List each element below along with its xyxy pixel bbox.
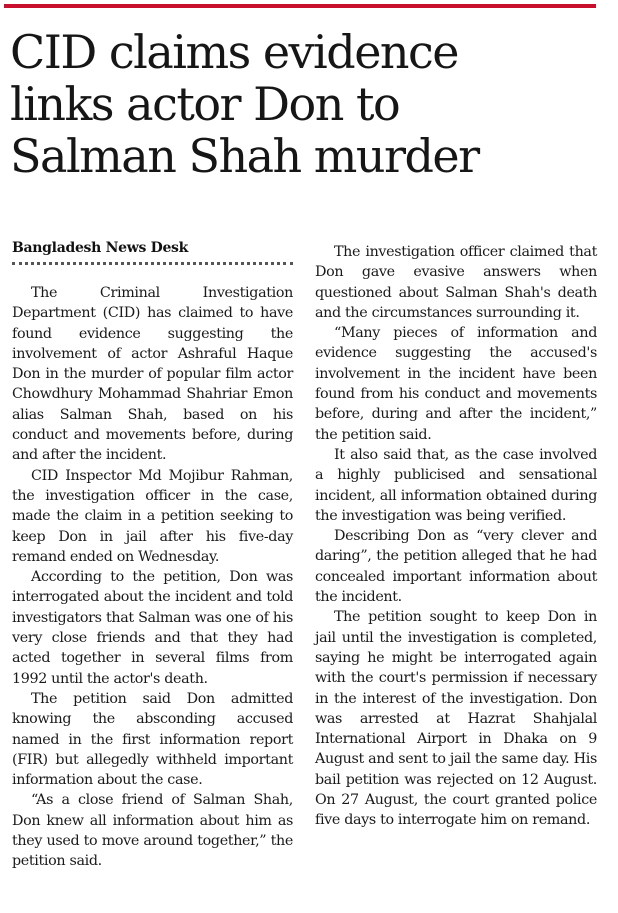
right-column [315,242,597,831]
paragraph: The petition said Don admitted knowing the absconding accused named in the first information report (FIR) but allegedly withheld important information about the case. [12,690,293,789]
paragraph: It also said that, as the case involved a highly publicised and sensational incident, all information obtained during the investigation was being verified. [315,446,597,524]
paragraph: CID Inspector Md Mojibur Rahman, the investigation officer in the case, made the claim in a petition seeking to keep Don in jail after his five-day remand ended on Wednesday. [12,467,293,565]
paragraph: The investigation officer claimed that Don gave evasive answers when questioned about Salman Shah's death and the circumstances surrounding it. [315,244,597,321]
paragraph: Describing Don as “very clever and daring”, the petition alleged that he had concealed important information about the incident. [315,528,597,606]
paragraph: The Criminal Investigation Department (CID) has claimed to have found evidence suggesting the involvement of actor Ashraful Haque Don in the murder of popular film actor Chowdhury Mohammad Shahriar Emon alias Salman Shah, based on his conduct and movements before, during and after the incident. [12,285,293,464]
paragraph: The petition sought to keep Don in jail until the investigation is completed, saying he might be interrogated again with the court's permission if necessary in the interest of the investigation. Don was arrested at Hazrat Shahjalal International Airport in Dhaka on 9 August and sent to jail the same day. His bail petition was rejected on 12 August. On 27 August, the court granted police five days to interrogate him on remand. [315,609,597,829]
headline-line: links actor Don to [10,77,400,131]
left-column [12,283,293,872]
top-accent-rule [4,4,596,8]
paragraph: “Many pieces of information and evidence suggesting the accused's involvement in the incident have been found from his conduct and movements before, during and after the incident,” the petition said. [315,325,597,443]
headline-line: Salman Shah murder [10,129,479,183]
headline [10,26,610,182]
byline: Bangladesh News Desk [12,240,189,256]
paragraph: “As a close friend of Salman Shah, Don knew all information about him as they used to move around together,” the petition said. [12,792,293,870]
paragraph: According to the petition, Don was interrogated about the incident and told investigators that Salman was one of his very close friends and that they had acted together in several films from 1992 until the actor's death. [12,569,293,687]
dotted-divider [12,262,293,265]
headline-line: CID claims evidence [10,25,459,79]
